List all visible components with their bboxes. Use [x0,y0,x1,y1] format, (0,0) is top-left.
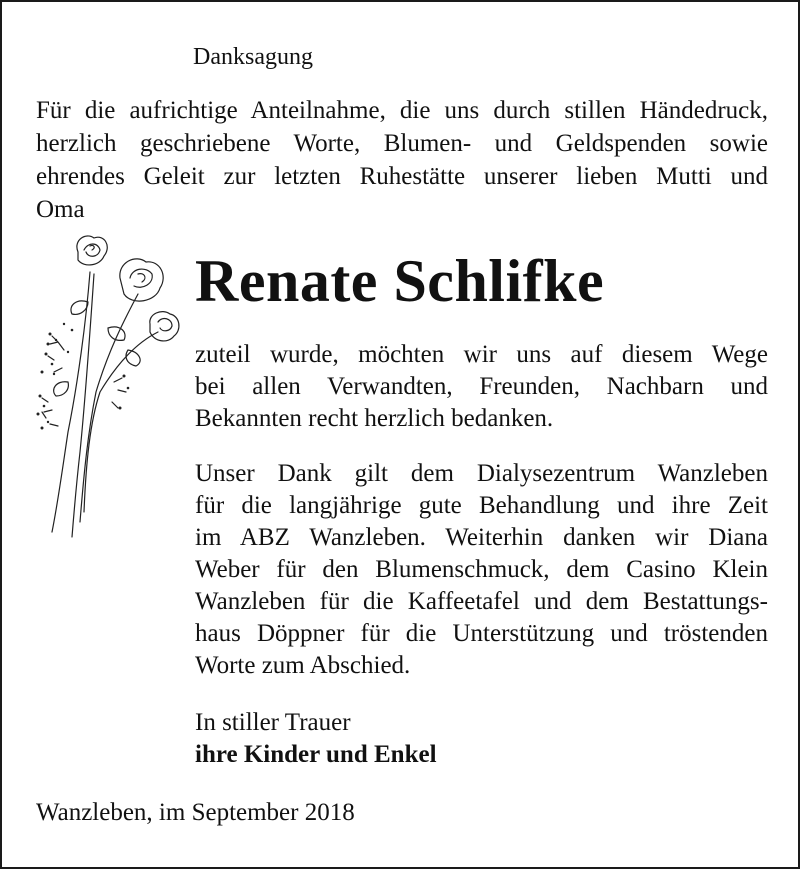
intro-line: Oma [36,196,85,223]
thanks-paragraph [195,339,768,435]
place-date: Wanzleben, im September 2018 [36,799,355,826]
paragraph-line: zuteil wurde, möchten wir uns auf diesem Wege [195,341,768,368]
paragraph-line: für die langjährige gute Behandlung und ihre Zeit [195,492,768,519]
paragraph-line: im ABZ Wanzleben. Weiterhin danken wir Diana [195,524,768,551]
paragraph-line: Unser Dank gilt dem Dialysezentrum Wanzleben [195,460,768,487]
paragraph-line: Bekannten recht herzlich bedanken. [195,405,554,432]
paragraph-line: haus Döppner für die Unterstützung und tröstenden [195,620,768,647]
paragraph-line: Wanzleben für die Kaffeetafel und dem Bestattungs- [195,588,768,615]
closing-line: In stiller Trauer [195,709,351,736]
roses-illustration-icon [28,232,188,542]
deceased-name: Renate Schlifke [195,248,605,314]
intro-line: herzlich geschriebene Worte, Blumen- und Geldspenden sowie [36,130,768,157]
paragraph-line: bei allen Verwandten, Freunden, Nachbarn und [195,373,768,400]
paragraph-line: Worte zum Abschied. [195,652,411,679]
intro-line: Für die aufrichtige Anteilnahme, die uns durch stillen Händedruck, [36,97,768,124]
intro-text [36,94,768,226]
signers: ihre Kinder und Enkel [195,741,437,768]
notice-heading: Danksagung [193,44,313,70]
paragraph-line: Weber für den Blumenschmuck, dem Casino Klein [195,556,768,583]
gratitude-paragraph [195,458,768,682]
intro-line: ehrendes Geleit zur letzten Ruhestätte unserer lieben Mutti und [36,163,768,190]
